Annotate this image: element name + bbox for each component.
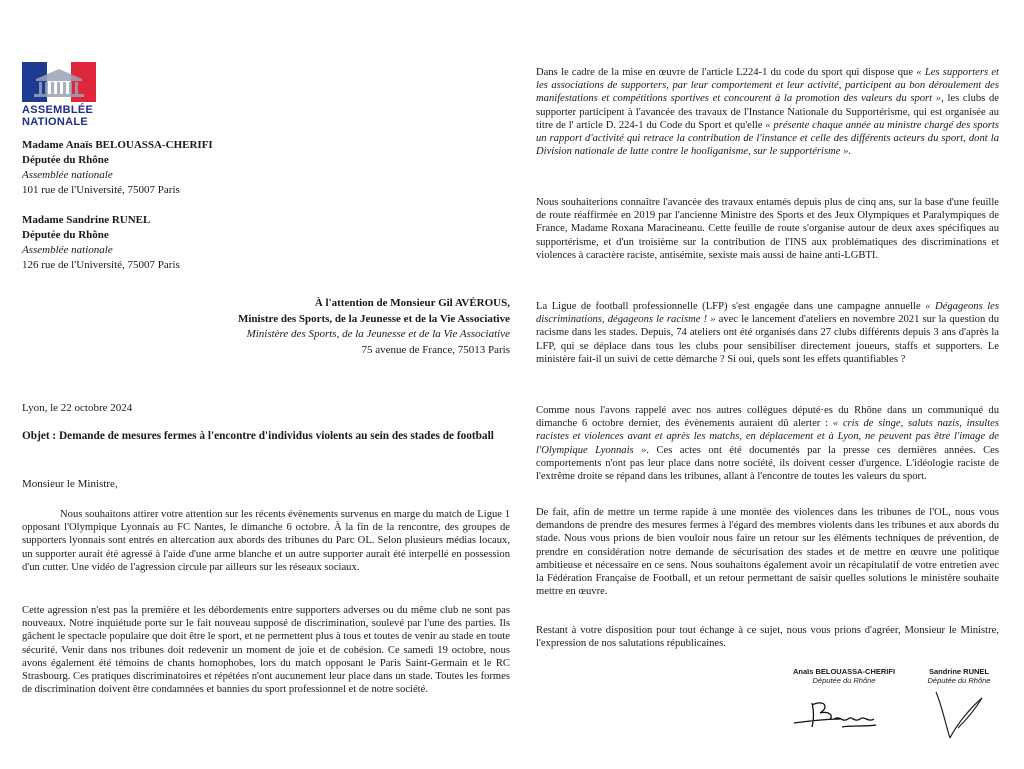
recipient-block — [70, 296, 510, 358]
recipient-attention: À l'attention de Monsieur Gil AVÉROUS, — [314, 297, 510, 309]
signatory-title: Députée du Rhône — [927, 676, 991, 685]
logo-text-line2: NATIONALE — [22, 116, 89, 128]
signatory-name: Anaïs BELOUASSA-CHERIFI — [792, 667, 896, 676]
body-paragraph-3 — [536, 66, 999, 158]
sender-org: Assemblée nationale — [22, 169, 113, 181]
sender-2 — [22, 213, 180, 273]
sender-address: 101 rue de l'Université, 75007 Paris — [22, 184, 180, 196]
p5-text-a: La Ligue de football professionnelle (LFP) s'est engagée dans une campagne annuelle — [536, 301, 926, 312]
sender-title: Députée du Rhône — [22, 229, 109, 241]
letter-subject: Objet : Demande de mesures fermes à l'encontre d'individus violents au sein des stades de football — [22, 430, 494, 442]
sender-title: Députée du Rhône — [22, 154, 109, 166]
body-paragraph-4: Nous souhaiterions connaître l'avancée des travaux entamés depuis plus de cinq ans, sur la base d'une feuille de route réaffirmée en 2019 par l'ancienne Ministre des Sports et des Jeux Olympiques et Paralympiques de France, Madame Roxana Maracineanu. Cette feuille de route s'organise autour de deux axes spécifiques au supportérisme, et d'un troisième sur la contribution de l'INS aux problématiques des discriminations et violences à caractère raciste, antisémite, sexiste mais aussi de haine anti-LGBTI. — [536, 197, 999, 261]
sender-address: 126 rue de l'Université, 75007 Paris — [22, 259, 180, 271]
body-paragraph-2: Cette agression n'est pas la première et les débordements entre supporters adverses ou du même club ne sont pas nouveaux. Notre inquiétude porte sur le fait nouveau supposé de discrimination, soulevé par l'une des parties. Ils gâchent le spectacle populaire que doit être le sport, et ne permettent plus à tous et toutes de venir au stade en toute sécurité. Venir dans nos tribunes doit redevenir un moment de joie et de cohésion. Ce samedi 19 octobre, nous avons également été témoins de chants homophobes, lors du match opposant le Paris Saint-Germain et le RC Strasbourg. Ces pratiques discriminatoires et répétées n'ont aucunement leur place dans un stade. Toutes les formes de discrimination doivent être condamnées et bannies du sport professionnel et de notre société. — [22, 605, 510, 696]
p3-text-c: , les clubs de supporter participent à l'avancée des travaux de l'Instance Nationale du Supportérisme, qui est organisée au titre de l' article D. 224-1 du Code du Sport et qu'elle — [536, 93, 999, 131]
body-paragraph-8: Restant à votre disposition pour tout échange à ce sujet, nous vous prions d'agréer, Monsieur le Ministre, l'expression de nos salutations républicaines. — [536, 625, 999, 650]
p6-text-a: Comme nous l'avons rappelé avec nos autres collègues député·es du Rhône dans un communiqué du dimanche 6 octobre dernier, des évènements auraient dû alerter : — [536, 405, 999, 430]
letter-salutation: Monsieur le Ministre, — [22, 478, 118, 490]
body-paragraph-7: De fait, afin de mettre un terme rapide à une montée des violences dans les tribunes de l'OL, nous vous demandons de prendre des mesures fermes à l'égard des membres violents dans les tribunes et aux abords du stade. Nous vous prions de bien vouloir nous faire un retour sur les éléments techniques de prévention, de prendre en considération notre demande de sécurisation des stades et de mettre en œuvre une politique ambitieuse et nécessaire en ce sens. Nous souhaitons également avoir un récapitulatif de votre entretien avec la Fédération Française de Football, et un retour permettant de saisir quelles solutions le ministère souhaite mettre en œuvre. — [536, 507, 999, 598]
body-paragraph-6 — [536, 404, 999, 483]
p3-quote-1: « Les supporters et les associations de supporters, par leur comportement et leur activité, participent au bon déroulement des manifestations et compétitions sportives et concourent à la promotion des valeurs du sport » — [536, 67, 999, 105]
sender-name: Madame Anaïs BELOUASSA-CHERIFI — [22, 139, 213, 151]
sender-org: Assemblée nationale — [22, 244, 113, 256]
signature-block-2 — [916, 667, 1002, 685]
recipient-minister: Ministre des Sports, de la Jeunesse et de la Vie Associative — [237, 312, 510, 325]
p5-quote: « Dégageons les discriminations, dégageons le racisme ! » — [536, 301, 999, 326]
assemblee-building-icon — [22, 62, 96, 102]
signatory-title: Députée du Rhône — [812, 676, 876, 685]
p3-quote-2: « présente chaque année au ministre chargé des sports un rapport d'activité qui retrace la contribution de l'instance et celle des différents acteurs du sport, dont la Division nationale de lutte contre le hooliganisme, sur le supportérisme » — [536, 119, 999, 158]
sender-1 — [22, 138, 213, 198]
p6-quote: « cris de singe, saluts nazis, insultes racistes et violences avant et après les matchs, en déplacement et à Lyon, ne peuvent pas être l'image de l'Olympique Lyonnais » — [536, 418, 999, 456]
p5-text-c: avec le lancement d'ateliers en novembre 2021 sur la question du racisme dans les stades. Depuis, 74 ateliers ont été organisés dans 27 clubs différents depuis 3 ans d'après la LFP, qui se déplace dans tous les clubs pour sensibiliser directement joueurs, staffs et supporters. Le ministère fait-il un suivi de cette démarche ? Si oui, quels sont les effets quantifiables ? — [536, 314, 999, 365]
signature-1-icon — [790, 695, 890, 735]
body-paragraph-5 — [536, 300, 999, 366]
signature-block-1 — [784, 667, 904, 685]
sender-name: Madame Sandrine RUNEL — [22, 214, 151, 226]
recipient-address: 75 avenue de France, 75013 Paris — [361, 343, 510, 356]
signatory-name: Sandrine RUNEL — [928, 667, 989, 676]
assemblee-nationale-logo — [22, 62, 96, 128]
p6-text-c: . Ces actes ont été documentés par la presse ces dernières années. Ces comportements n'ont pas leur place dans notre société, ils doivent cesser d'urgence. L'idéologie raciste de l'extrême droite se répand dans les tribunes, allant à l'encontre de toutes les valeurs du sport. — [536, 444, 999, 483]
signature-2-icon — [928, 686, 992, 744]
p3-text-a: Dans le cadre de la mise en œuvre de l'article L224-1 du code du sport qui dispose que — [536, 67, 917, 78]
p3-text-e: . — [848, 146, 852, 158]
logo-text — [22, 104, 96, 128]
recipient-ministry: Ministère des Sports, de la Jeunesse et de la Vie Associative — [246, 328, 510, 340]
logo-text-line1: ASSEMBLÉE — [22, 104, 94, 116]
letter-date: Lyon, le 22 octobre 2024 — [22, 402, 133, 414]
body-paragraph-1: Nous souhaitons attirer votre attention sur les récents évènements survenus en marge du match de Ligue 1 opposant l'Olympique Lyonnais au FC Nantes, le dimanche 6 octobre. À la fin de la rencontre, des groupes de supporters lyonnais sont entrés en altercation aux abords des tribunes du Parc OL. Selon plusieurs médias locaux, un supporter aurait été agressé à l'aide d'une arme blanche et un autre supporter aurait été interpellé en possession d'un cutter. Une vidéo de l'agression circule par ailleurs sur les réseaux sociaux. — [22, 509, 510, 573]
